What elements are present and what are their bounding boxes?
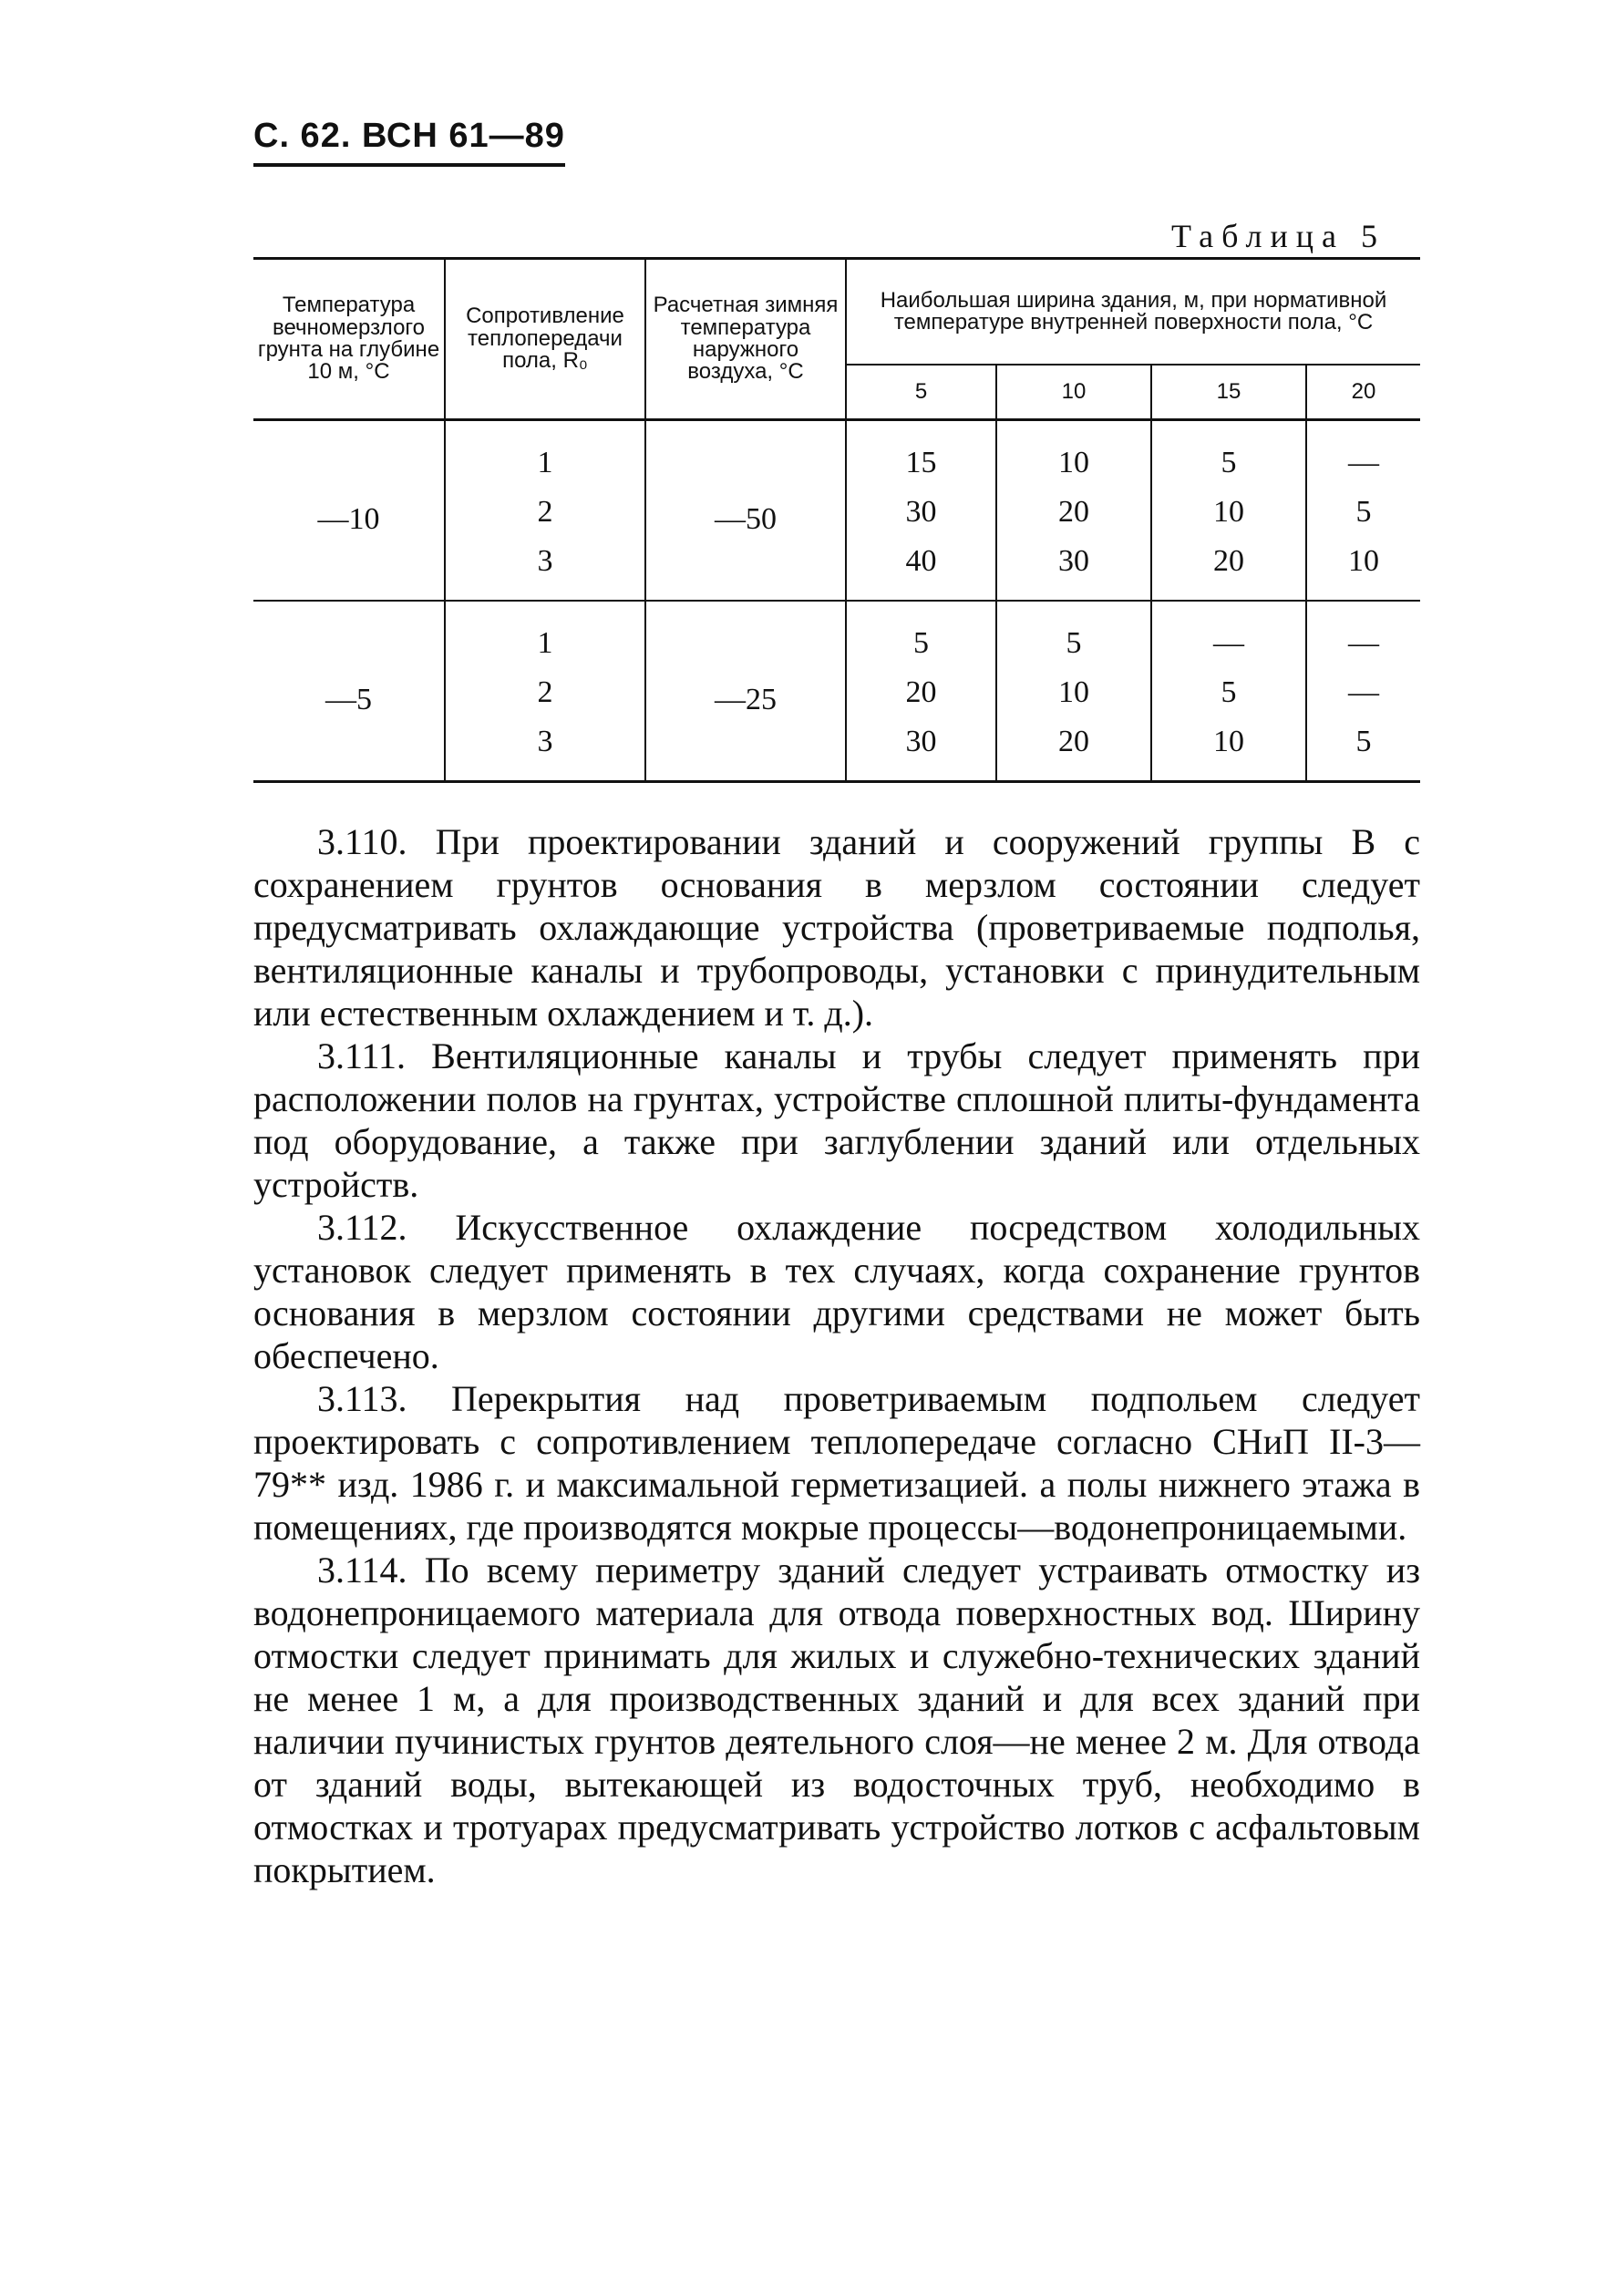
width-cell: 5: [1151, 668, 1306, 717]
column-header-ground-temp: Температура вечномерзлого грунта на глубине 10 м, °С: [253, 259, 445, 420]
outdoor-temp-cell: —50: [645, 420, 846, 602]
width-cell: —: [1348, 675, 1379, 709]
column-header-outdoor-temp: Расчетная зимняя температура наружного воздуха, °С: [645, 259, 846, 420]
page-header: С. 62. ВСН 61—89: [253, 117, 565, 167]
resistance-cell: 1: [445, 420, 645, 489]
width-cell: 10: [1151, 717, 1306, 782]
width-cell: 15: [846, 420, 996, 489]
width-cell: 30: [846, 488, 996, 537]
resistance-cell: 2: [445, 668, 645, 717]
table-row: [253, 601, 1420, 668]
width-cell: 40: [846, 537, 996, 601]
width-cell: 20: [846, 668, 996, 717]
subheader-20: 20: [1306, 365, 1420, 420]
resistance-cell: 1: [445, 601, 645, 668]
body-text: [253, 820, 1420, 1891]
width-cell: —: [1348, 626, 1379, 660]
paragraph-3-111: 3.111. Вентиляционные каналы и трубы следует применять при расположении полов на грунтах, устройстве сплошной плиты-фундамента под оборудование, а также при заглублении зданий или отдельных устройств.: [253, 1035, 1420, 1205]
column-header-resistance: Сопротивление теплопередачи пола, R₀: [445, 259, 645, 420]
subheader-15: 15: [1151, 365, 1306, 420]
width-cell: 30: [846, 717, 996, 782]
width-cell: 20: [1151, 537, 1306, 601]
resistance-cell: 3: [445, 717, 645, 782]
column-header-max-width: Наибольшая ширина здания, м, при нормативной температуре внутренней поверхности пола, °С: [846, 259, 1420, 366]
ground-temp-cell: —5: [253, 601, 445, 782]
width-cell: 10: [996, 420, 1151, 489]
table-caption: Таблица 5: [1171, 218, 1386, 254]
resistance-cell: 3: [445, 537, 645, 601]
width-cell: —: [1348, 446, 1379, 479]
width-cell: 5: [1306, 717, 1420, 782]
outdoor-temp-cell: —25: [645, 601, 846, 782]
width-cell: 5: [1355, 495, 1372, 529]
data-table: [253, 257, 1420, 783]
width-cell: 20: [996, 488, 1151, 537]
ground-temp-cell: —10: [253, 420, 445, 602]
subheader-10: 10: [996, 365, 1151, 420]
width-cell: 5: [1151, 420, 1306, 489]
width-cell: 10: [1151, 488, 1306, 537]
width-cell: 30: [996, 537, 1151, 601]
width-cell: 5: [996, 601, 1151, 668]
width-cell: —: [1151, 601, 1306, 668]
table-row: [253, 420, 1420, 489]
paragraph-3-113: 3.113. Перекрытия над проветриваемым подпольем следует проектировать с сопротивлением теплопередаче согласно СНиП II-3—79** изд. 1986 г. и максимальной герметизацией. а полы нижнего этажа в помещениях, где производятся мокрые процессы—водонепроницаемыми.: [253, 1378, 1420, 1548]
paragraph-3-112: 3.112. Искусственное охлаждение посредством холодильных установок следует применять в тех случаях, когда сохранение грунтов основания в мерзлом состоянии другими средствами не может быть обеспечено.: [253, 1207, 1420, 1376]
width-cell: 10: [1306, 537, 1420, 601]
paragraph-3-114: 3.114. По всему периметру зданий следует устраивать отмостку из водонепроницаемого материала для отвода поверхностных вод. Ширину отмостки следует принимать для жилых и служебно-технических зданий не менее 1 м, а для производственных зданий и для всех зданий при наличии пучинистых грунтов деятельного слоя—не менее 2 м. Для отвода от зданий воды, вытекающей из водосточных труб, необходимо в отмостках и тротуарах предусматривать устройство лотков с асфальтовым покрытием.: [253, 1550, 1420, 1890]
resistance-cell: 2: [445, 488, 645, 537]
subheader-5: 5: [846, 365, 996, 420]
width-cell: 20: [996, 717, 1151, 782]
width-cell: 10: [996, 668, 1151, 717]
paragraph-3-110: 3.110. При проектировании зданий и сооружений группы В с сохранением грунтов основания в мерзлом состоянии следует предусматривать охлаждающие устройства (проветриваемые подполья, вентиляционные каналы и трубопроводы, установки с принудительным или естественным охлаждением и т. д.).: [253, 821, 1420, 1034]
width-cell: 5: [846, 601, 996, 668]
